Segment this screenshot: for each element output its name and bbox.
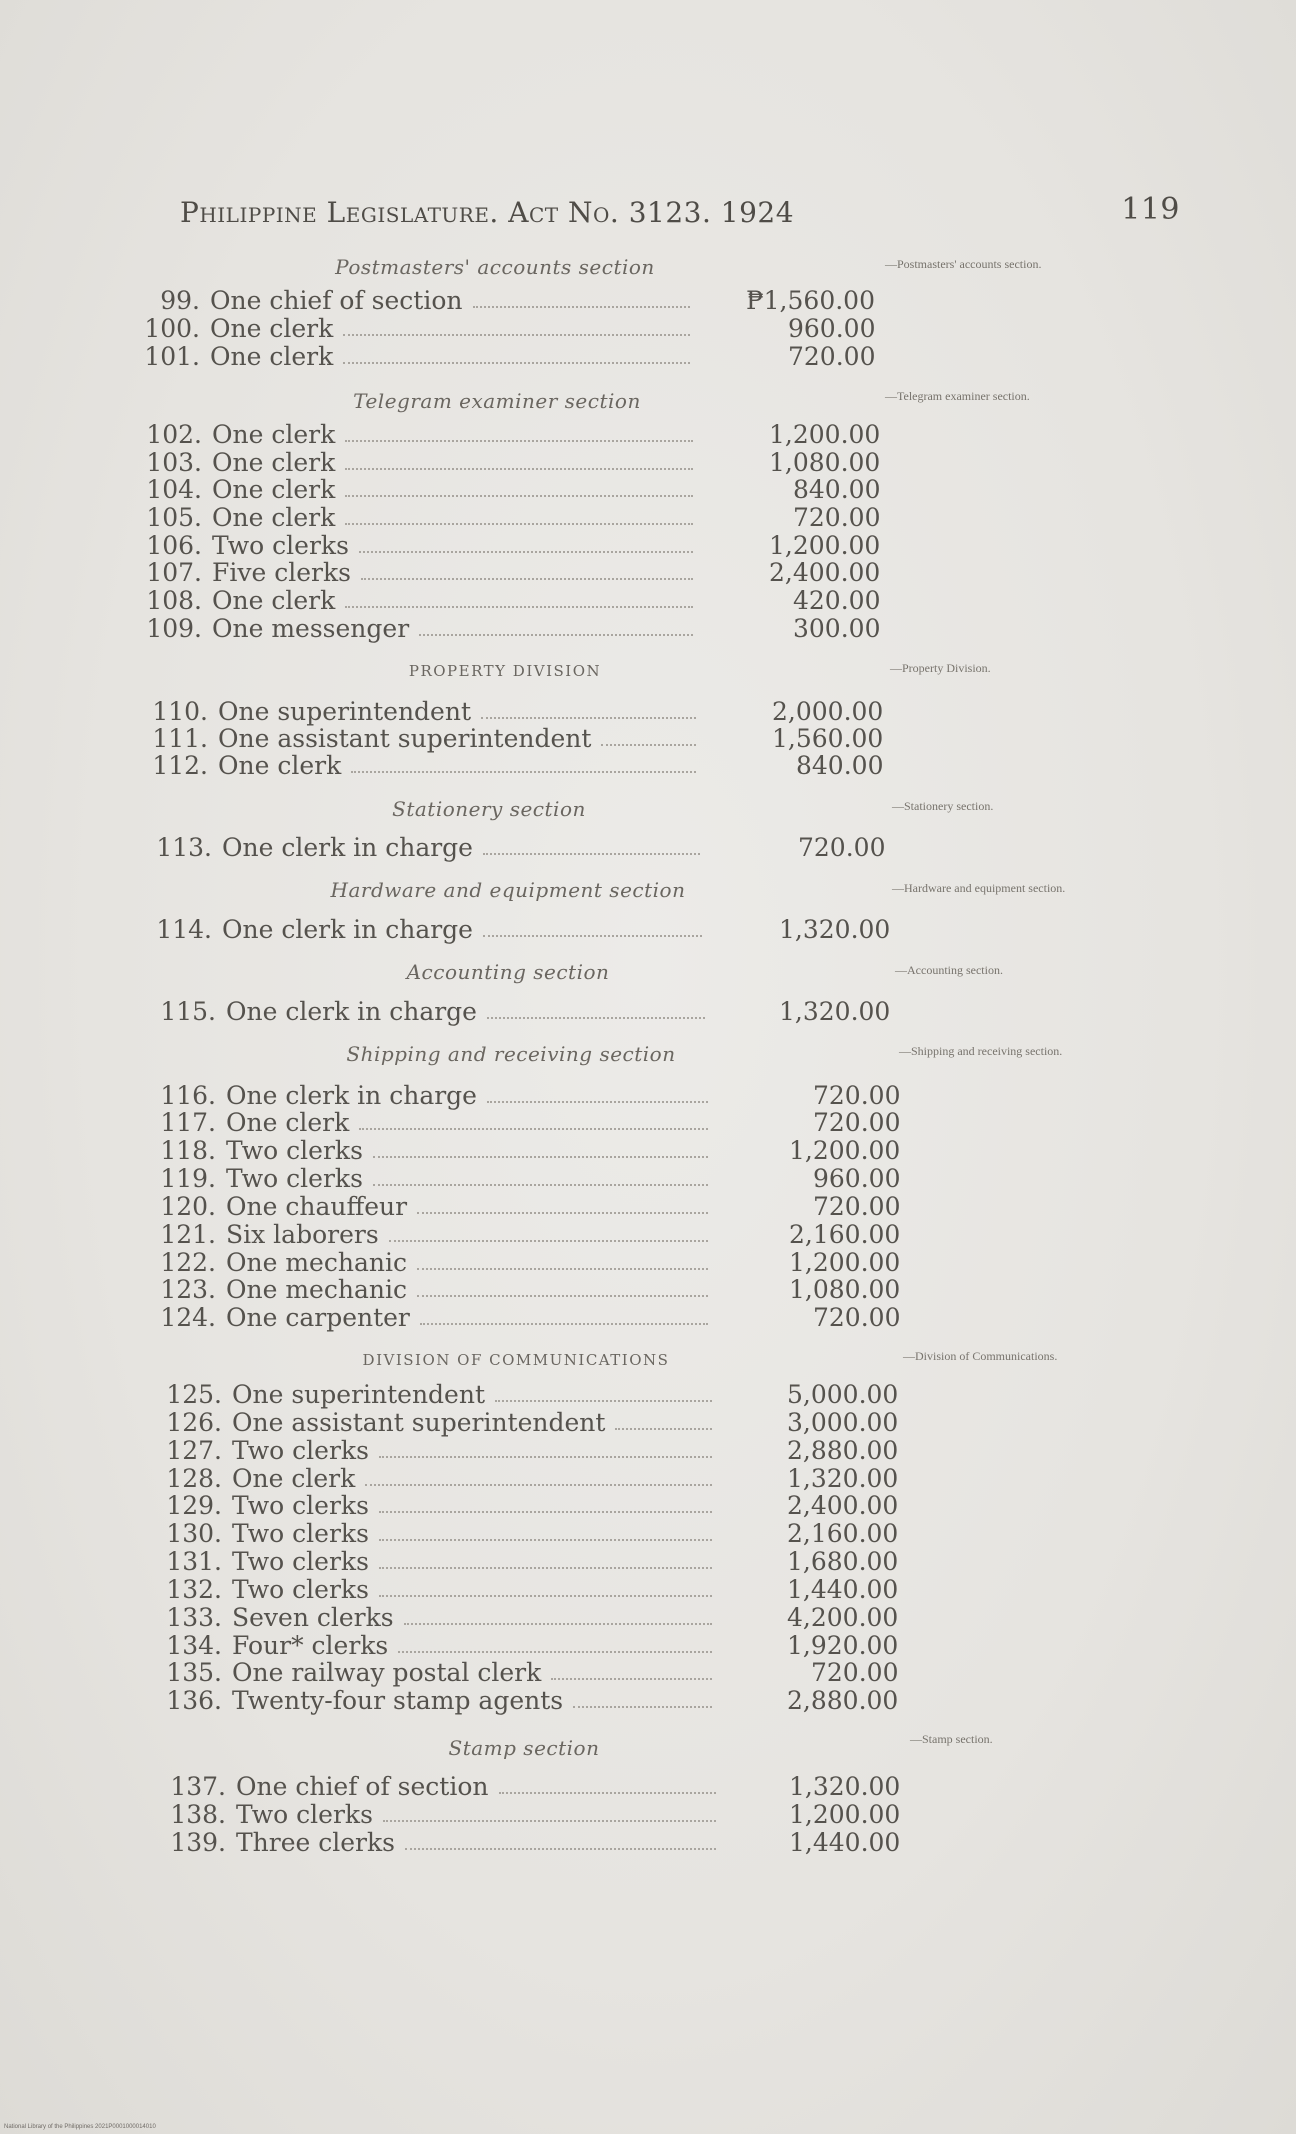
line-item xyxy=(166,1603,908,1632)
item-amount: 1,200.00 xyxy=(769,531,881,560)
item-label: Five clerks xyxy=(212,558,351,587)
item-amount: 1,200.00 xyxy=(789,1800,901,1829)
item-label: One superintendent xyxy=(218,697,472,726)
leader-dots xyxy=(345,466,693,470)
item-number: 115. xyxy=(160,997,216,1026)
item-label: One superintendent xyxy=(232,1380,486,1409)
item-number: 139. xyxy=(170,1828,226,1857)
margin-note: —Shipping and receiving section. xyxy=(899,1044,1063,1058)
item-label: Two clerks xyxy=(226,1164,363,1193)
line-item xyxy=(166,1408,908,1437)
item-amount: 1,320.00 xyxy=(787,1464,899,1493)
item-label: One clerk xyxy=(226,1108,350,1137)
line-item xyxy=(160,1164,910,1193)
item-number: 122. xyxy=(160,1248,216,1277)
item-number: 99. xyxy=(160,286,200,315)
item-amount: 1,440.00 xyxy=(787,1575,899,1604)
leader-dots xyxy=(420,1321,708,1325)
leader-dots xyxy=(601,742,696,746)
section-heading: Stationery section xyxy=(392,797,586,821)
line-item xyxy=(146,558,890,587)
item-number: 129. xyxy=(166,1491,222,1520)
leader-dots xyxy=(373,1182,708,1186)
item-number: 118. xyxy=(160,1136,216,1165)
item-amount: 840.00 xyxy=(796,751,884,780)
margin-note: —Stationery section. xyxy=(892,799,994,813)
line-item xyxy=(160,1220,910,1249)
footer-credit: National Library of the Philippines 2021P0001000014010 xyxy=(4,2124,156,2130)
leader-dots xyxy=(573,1704,712,1708)
item-amount: 720.00 xyxy=(813,1303,901,1332)
section-heading: DIVISION OF COMMUNICATIONS xyxy=(362,1351,670,1369)
item-label: One clerk xyxy=(218,751,342,780)
line-item xyxy=(160,1248,910,1277)
item-label: Two clerks xyxy=(232,1436,369,1465)
leader-dots xyxy=(405,1846,716,1850)
leader-dots xyxy=(483,933,702,937)
item-number: 116. xyxy=(160,1081,216,1110)
leader-dots xyxy=(487,1099,708,1103)
item-amount: 2,880.00 xyxy=(787,1686,899,1715)
leader-dots xyxy=(373,1154,708,1158)
leader-dots xyxy=(487,1015,705,1019)
leader-dots xyxy=(398,1649,712,1653)
item-amount: 720.00 xyxy=(813,1192,901,1221)
item-number: 104. xyxy=(146,475,202,504)
item-number: 102. xyxy=(146,420,202,449)
line-item xyxy=(156,833,895,862)
section-heading: Postmasters' accounts section xyxy=(335,255,655,279)
item-number: 106. xyxy=(146,531,202,560)
item-number: 126. xyxy=(166,1408,222,1437)
section-heading: PROPERTY DIVISION xyxy=(408,662,602,680)
item-label: One clerk in charge xyxy=(222,915,473,944)
item-label: One messenger xyxy=(212,614,410,643)
item-amount: 960.00 xyxy=(813,1164,901,1193)
item-label: Three clerks xyxy=(236,1828,395,1857)
margin-note: —Property Division. xyxy=(890,661,991,675)
leader-dots xyxy=(551,1676,712,1680)
item-label: Two clerks xyxy=(212,531,349,560)
section-heading: Telegram examiner section xyxy=(353,389,641,413)
item-number: 113. xyxy=(156,833,212,862)
item-amount: 1,920.00 xyxy=(787,1631,899,1660)
item-number: 107. xyxy=(146,558,202,587)
leader-dots xyxy=(343,332,690,336)
item-number: 119. xyxy=(160,1164,216,1193)
line-item xyxy=(160,997,900,1026)
item-number: 128. xyxy=(166,1464,222,1493)
line-item xyxy=(166,1658,908,1687)
item-label: One clerk xyxy=(232,1464,356,1493)
line-item xyxy=(170,1800,910,1829)
item-amount: 1,320.00 xyxy=(789,1772,901,1801)
item-amount: 840.00 xyxy=(793,475,881,504)
line-item xyxy=(152,724,893,753)
item-amount: 420.00 xyxy=(793,586,881,615)
item-number: 120. xyxy=(160,1192,216,1221)
item-number: 103. xyxy=(146,448,202,477)
item-number: 124. xyxy=(160,1303,216,1332)
item-amount: 1,080.00 xyxy=(789,1275,901,1304)
item-amount: 720.00 xyxy=(788,342,876,371)
item-label: One assistant superintendent xyxy=(232,1408,606,1437)
line-item xyxy=(156,915,900,944)
line-item xyxy=(144,342,885,371)
line-item xyxy=(146,448,890,477)
item-label: One chauffeur xyxy=(226,1192,408,1221)
line-item xyxy=(146,531,890,560)
leader-dots xyxy=(365,1482,712,1486)
item-amount: 720.00 xyxy=(798,833,886,862)
item-number: 137. xyxy=(170,1772,226,1801)
leader-dots xyxy=(345,493,693,497)
item-number: 123. xyxy=(160,1275,216,1304)
leader-dots xyxy=(345,604,693,608)
line-item xyxy=(170,1828,910,1857)
item-amount: 1,200.00 xyxy=(769,420,881,449)
item-number: 134. xyxy=(166,1631,222,1660)
item-number: 125. xyxy=(166,1380,222,1409)
line-item xyxy=(166,1436,908,1465)
item-number: 101. xyxy=(144,342,200,371)
line-item xyxy=(146,420,890,449)
item-number: 117. xyxy=(160,1108,216,1137)
line-item xyxy=(146,586,890,615)
item-label: One railway postal clerk xyxy=(232,1658,542,1687)
line-item xyxy=(152,697,893,726)
item-number: 133. xyxy=(166,1603,222,1632)
section-heading: Stamp section xyxy=(448,1736,600,1760)
leader-dots xyxy=(417,1266,708,1270)
leader-dots xyxy=(389,1238,708,1242)
item-number: 130. xyxy=(166,1519,222,1548)
item-number: 110. xyxy=(152,697,208,726)
line-item xyxy=(160,1108,910,1137)
item-label: Two clerks xyxy=(232,1575,369,1604)
line-item xyxy=(166,1491,908,1520)
item-amount: 1,200.00 xyxy=(789,1136,901,1165)
line-item xyxy=(160,1303,910,1332)
item-number: 136. xyxy=(166,1686,222,1715)
item-amount: 2,160.00 xyxy=(789,1220,901,1249)
item-number: 132. xyxy=(166,1575,222,1604)
margin-note: —Postmasters' accounts section. xyxy=(885,257,1042,271)
leader-dots xyxy=(481,715,696,719)
section-heading: Hardware and equipment section xyxy=(330,878,686,902)
line-item xyxy=(166,1380,908,1409)
leader-dots xyxy=(379,1593,712,1597)
margin-note: —Stamp section. xyxy=(910,1732,993,1746)
item-label: One clerk in charge xyxy=(226,1081,477,1110)
section-heading: Shipping and receiving section xyxy=(346,1042,676,1066)
item-amount: 2,000.00 xyxy=(772,697,884,726)
line-item xyxy=(166,1631,908,1660)
margin-note: —Accounting section. xyxy=(895,963,1003,977)
item-label: One clerk xyxy=(212,420,336,449)
leader-dots xyxy=(351,769,696,773)
item-label: One clerk xyxy=(210,314,334,343)
line-item xyxy=(160,286,885,315)
line-item xyxy=(160,1081,910,1110)
item-label: Seven clerks xyxy=(232,1603,394,1632)
line-item xyxy=(146,503,890,532)
item-label: One mechanic xyxy=(226,1248,407,1277)
line-item xyxy=(146,614,890,643)
leader-dots xyxy=(499,1790,716,1794)
item-label: Two clerks xyxy=(226,1136,363,1165)
item-amount: 4,200.00 xyxy=(787,1603,899,1632)
item-amount: 1,320.00 xyxy=(779,997,891,1026)
leader-dots xyxy=(359,549,693,553)
item-label: One clerk xyxy=(210,342,334,371)
line-item xyxy=(146,475,890,504)
line-item xyxy=(166,1519,908,1548)
line-item xyxy=(166,1686,908,1715)
item-label: One assistant superintendent xyxy=(218,724,592,753)
item-label: One clerk xyxy=(212,586,336,615)
leader-dots xyxy=(359,1126,708,1130)
item-amount: 5,000.00 xyxy=(787,1380,899,1409)
leader-dots xyxy=(483,851,700,855)
item-amount: 2,160.00 xyxy=(787,1519,899,1548)
item-amount: 720.00 xyxy=(813,1081,901,1110)
item-label: Two clerks xyxy=(232,1491,369,1520)
section-heading: Accounting section xyxy=(406,960,610,984)
item-amount: 1,320.00 xyxy=(779,915,891,944)
leader-dots xyxy=(615,1426,712,1430)
leader-dots xyxy=(417,1210,708,1214)
item-label: One clerk xyxy=(212,475,336,504)
line-item xyxy=(160,1136,910,1165)
item-label: One clerk in charge xyxy=(222,833,473,862)
leader-dots xyxy=(379,1565,712,1569)
item-amount: 1,200.00 xyxy=(789,1248,901,1277)
item-amount: 720.00 xyxy=(811,1658,899,1687)
leader-dots xyxy=(495,1398,712,1402)
margin-note: —Hardware and equipment section. xyxy=(892,881,1066,895)
leader-dots xyxy=(473,304,690,308)
line-item xyxy=(152,751,893,780)
item-amount: 1,080.00 xyxy=(769,448,881,477)
item-number: 135. xyxy=(166,1658,222,1687)
line-item xyxy=(170,1772,910,1801)
item-label: One chief of section xyxy=(236,1772,489,1801)
item-number: 109. xyxy=(146,614,202,643)
item-number: 105. xyxy=(146,503,202,532)
item-label: One mechanic xyxy=(226,1275,407,1304)
item-label: Two clerks xyxy=(232,1547,369,1576)
line-item xyxy=(166,1547,908,1576)
leader-dots xyxy=(419,632,693,636)
item-amount: 2,880.00 xyxy=(787,1436,899,1465)
line-item xyxy=(166,1464,908,1493)
margin-note: —Telegram examiner section. xyxy=(885,389,1030,403)
line-item xyxy=(166,1575,908,1604)
item-number: 111. xyxy=(152,724,208,753)
item-number: 121. xyxy=(160,1220,216,1249)
item-label: Six laborers xyxy=(226,1220,379,1249)
item-amount: 2,400.00 xyxy=(787,1491,899,1520)
item-number: 114. xyxy=(156,915,212,944)
item-label: One clerk in charge xyxy=(226,997,477,1026)
leader-dots xyxy=(379,1454,712,1458)
running-title: Philippine Legislature. Act No. 3123. 1924 xyxy=(180,196,795,229)
page-header xyxy=(180,192,1180,232)
item-label: One carpenter xyxy=(226,1303,410,1332)
item-number: 127. xyxy=(166,1436,222,1465)
page-number: 119 xyxy=(1121,192,1180,227)
item-number: 138. xyxy=(170,1800,226,1829)
line-item xyxy=(160,1275,910,1304)
item-amount: 1,680.00 xyxy=(787,1547,899,1576)
item-label: Twenty-four stamp agents xyxy=(232,1686,564,1715)
item-number: 131. xyxy=(166,1547,222,1576)
item-amount: 960.00 xyxy=(788,314,876,343)
leader-dots xyxy=(379,1537,712,1541)
item-label: Two clerks xyxy=(232,1519,369,1548)
item-amount: 1,440.00 xyxy=(789,1828,901,1857)
leader-dots xyxy=(345,438,693,442)
item-amount: ₱1,560.00 xyxy=(746,286,875,315)
leader-dots xyxy=(383,1818,716,1822)
item-label: One chief of section xyxy=(210,286,463,315)
item-label: One clerk xyxy=(212,448,336,477)
leader-dots xyxy=(404,1621,712,1625)
leader-dots xyxy=(345,521,693,525)
item-amount: 300.00 xyxy=(793,614,881,643)
item-number: 100. xyxy=(144,314,200,343)
item-amount: 720.00 xyxy=(813,1108,901,1137)
item-label: One clerk xyxy=(212,503,336,532)
line-item xyxy=(144,314,885,343)
margin-note: —Division of Communications. xyxy=(903,1349,1058,1363)
line-item xyxy=(160,1192,910,1221)
item-number: 112. xyxy=(152,751,208,780)
item-label: Two clerks xyxy=(236,1800,373,1829)
item-amount: 2,400.00 xyxy=(769,558,881,587)
item-amount: 720.00 xyxy=(793,503,881,532)
item-label: Four* clerks xyxy=(232,1631,389,1660)
item-number: 108. xyxy=(146,586,202,615)
leader-dots xyxy=(417,1293,708,1297)
item-amount: 1,560.00 xyxy=(772,724,884,753)
leader-dots xyxy=(379,1509,712,1513)
leader-dots xyxy=(361,576,693,580)
leader-dots xyxy=(343,360,690,364)
item-amount: 3,000.00 xyxy=(787,1408,899,1437)
